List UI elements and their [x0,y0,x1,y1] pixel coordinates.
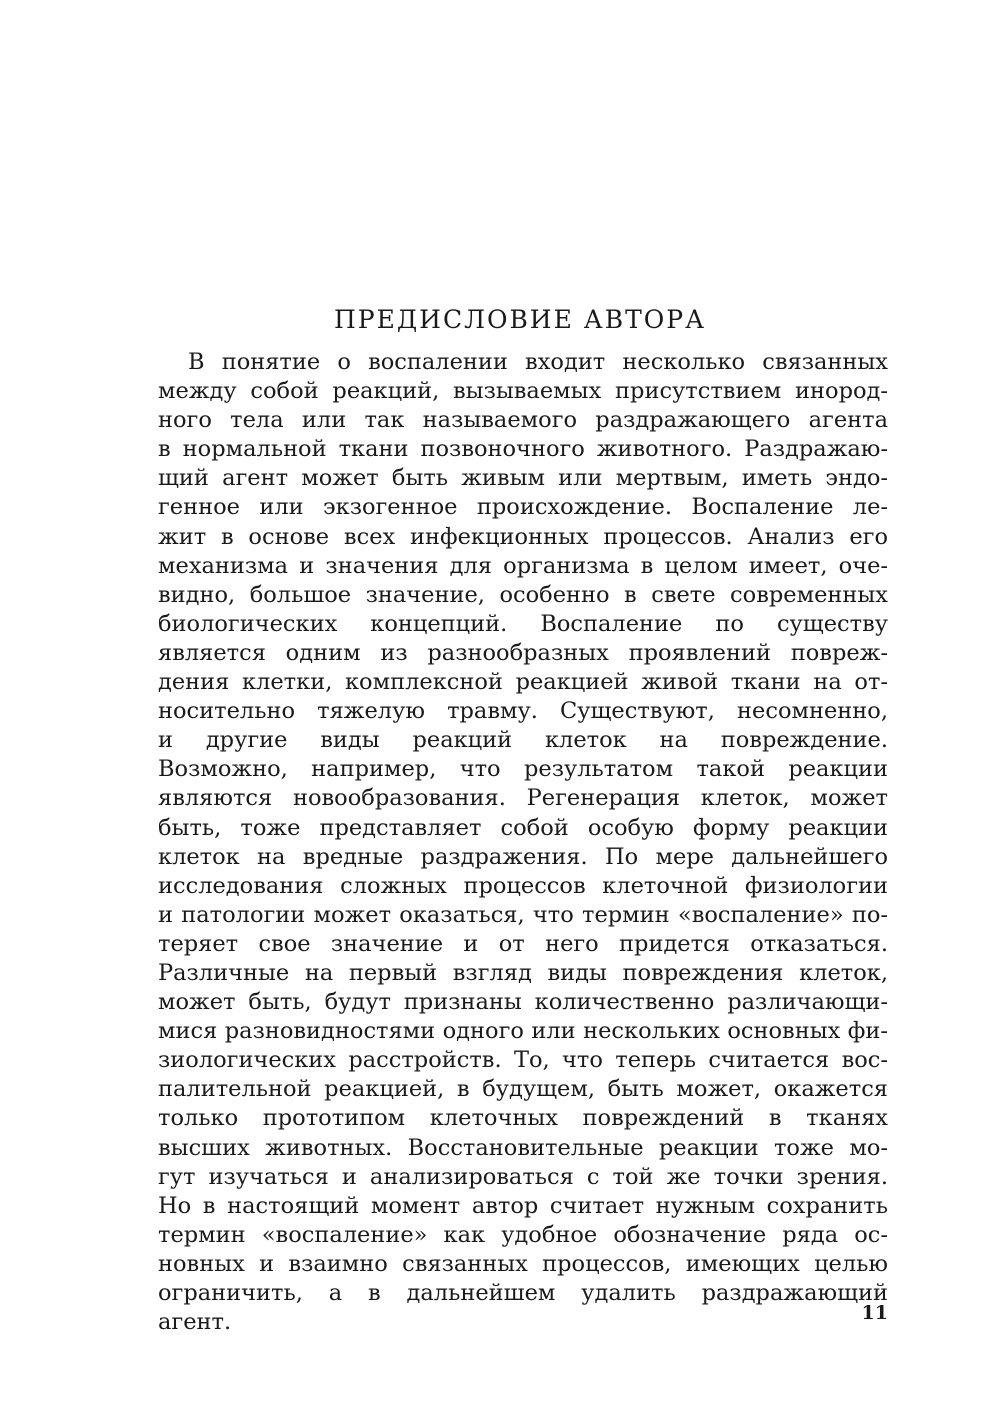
text-line: Различные на первый взгляд виды повреждения клеток, [158,959,888,986]
text-line: между собой реакций, вызываемых присутствием инород- [158,378,888,405]
text-line: являются новообразования. Регенерация клеток, может [158,785,888,812]
text-line: щий агент может быть живым или мертвым, иметь эндо- [158,465,888,492]
text-line: зиологических расстройств. То, что теперь считается вос- [158,1047,888,1074]
text-line: механизма и значения для организма в целом имеет, оче- [158,552,888,579]
text-line: дения клетки, комплексной реакцией живой ткани на от- [158,669,888,696]
text-line: ограничить, а в дальнейшем удалить раздражающий [158,1280,888,1306]
text-line: видно, большое значение, особенно в свете современных [158,581,888,608]
text-line: высших животных. Восстановительные реакции тоже мо- [158,1134,888,1161]
text-line: ного тела или так называемого раздражающего агента [158,407,888,434]
text-line: в нормальной ткани позвоночного животного. Раздражаю- [158,436,888,463]
page-title: ПРЕДИСЛОВИЕ АВТОРА [333,305,707,334]
text-line: теряет свое значение и от него придется отказаться. [158,930,888,957]
text-line: новных и взаимно связанных процессов, имеющих целью [158,1250,888,1277]
text-line: генное или экзогенное происхождение. Воспаление ле- [158,494,888,521]
text-line: может быть, будут признаны количественно различающи- [158,989,888,1016]
text-line: агент. [158,1309,232,1336]
text-line: мися разновидностями одного или нескольких основных фи- [158,1018,888,1045]
text-line: гут изучаться и анализироваться с той же точки зрения. [158,1163,888,1190]
text-line: термин «воспаление» как удобное обозначение ряда ос- [158,1221,888,1248]
page-number: 11 [861,1302,888,1324]
text-line: палительной реакцией, в будущем, быть может, окажется [158,1076,888,1103]
text-line: и патологии может оказаться, что термин «воспаление» по- [158,901,888,928]
text-line: только прототипом клеточных повреждений в тканях [158,1105,888,1132]
text-line: исследования сложных процессов клеточной физиологии [158,872,888,899]
text-line: Но в настоящий момент автор считает нужным сохранить [158,1192,888,1219]
text-line: Возможно, например, что результатом такой реакции [158,756,888,783]
text-line: носительно тяжелую травму. Существуют, несомненно, [158,698,888,725]
text-line: клеток на вредные раздражения. По мере дальнейшего [158,843,888,870]
text-line: В понятие о воспалении входит несколько связанных [188,349,888,375]
text-line: биологических концепций. Воспаление по существу [158,610,888,637]
text-line: быть, тоже представляет собой особую форму реакции [158,814,888,841]
text-line: жит в основе всех инфекционных процессов. Анализ его [158,523,888,550]
text-line: является одним из разнообразных проявлений повреж- [158,639,888,666]
text-line: и другие виды реакций клеток на повреждение. [158,727,888,754]
preface-paragraph [158,348,888,1337]
